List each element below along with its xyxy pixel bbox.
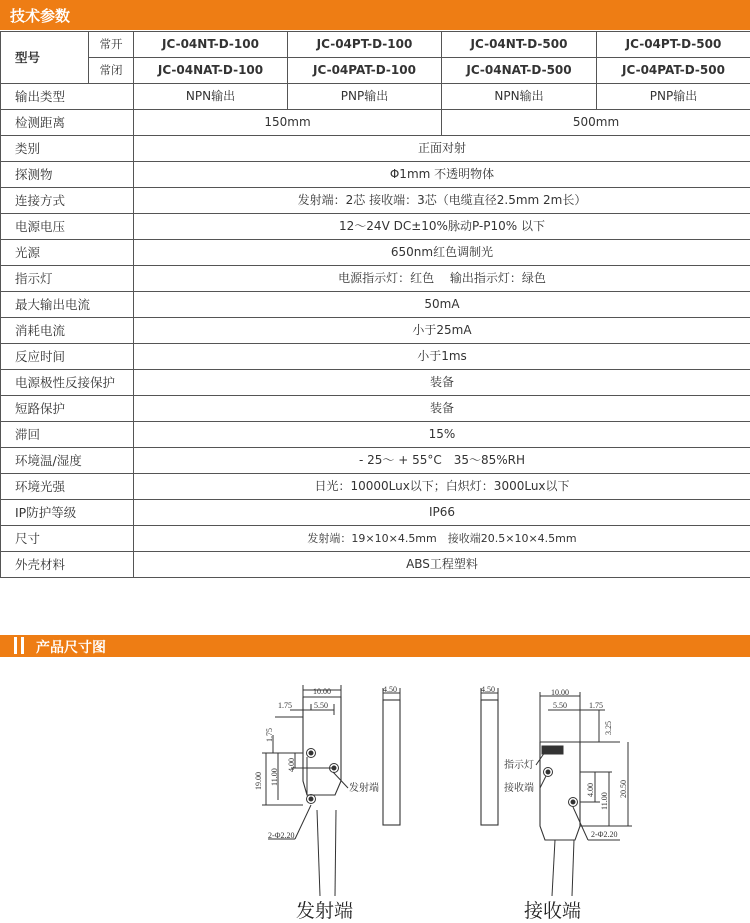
receiver-front-view [536, 692, 632, 896]
model-cell: JC-04NAT-D-500 [442, 58, 597, 84]
spec-label: 指示灯 [1, 266, 134, 292]
spec-row [1, 136, 750, 162]
spec-row [1, 448, 750, 474]
spec-value: 正面对射 [134, 136, 750, 162]
spec-value: 500mm [442, 110, 750, 136]
spec-value: 150mm [134, 110, 442, 136]
spec-row [1, 526, 750, 552]
indicator-pointer-label: 指示灯 [504, 758, 534, 771]
emitter-front-view [262, 685, 349, 896]
dim-label: 10.00 [313, 687, 331, 696]
dim-label: 10.00 [551, 688, 569, 697]
spec-value: PNP输出 [597, 84, 750, 110]
spec-value: 装备 [134, 396, 750, 422]
spec-row [1, 188, 750, 214]
model-row-no [1, 32, 750, 58]
dim-label: 11.00 [600, 792, 609, 810]
spec-value: 发射端：2芯 接收端：3芯（电缆直径2.5mm 2m长） [134, 188, 750, 214]
dimension-section-title: 产品尺寸图 [36, 637, 106, 657]
dim-label: 19.00 [254, 772, 263, 790]
model-cell: JC-04PT-D-500 [597, 32, 750, 58]
dim-label: 2-Φ2.20 [268, 831, 295, 840]
spec-row [1, 500, 750, 526]
dimension-drawing [0, 660, 750, 896]
spec-label: 类别 [1, 136, 134, 162]
spec-value: 日光：10000Lux以下；白炽灯：3000Lux以下 [134, 474, 750, 500]
spec-row-distance [1, 110, 750, 136]
nc-label: 常闭 [89, 58, 134, 84]
spec-label: 环境温/湿度 [1, 448, 134, 474]
spec-label: IP防护等级 [1, 500, 134, 526]
dim-label: 5.50 [553, 701, 567, 710]
spec-label: 短路保护 [1, 396, 134, 422]
header-stripe [14, 637, 17, 654]
no-label: 常开 [89, 32, 134, 58]
spec-label: 输出类型 [1, 84, 134, 110]
spec-label: 光源 [1, 240, 134, 266]
model-cell: JC-04PT-D-100 [288, 32, 442, 58]
receiver-pointer-label: 接收端 [504, 781, 534, 794]
spec-value: Φ1mm 不透明物体 [134, 162, 750, 188]
dim-label: 2-Φ2.20 [591, 830, 618, 839]
spec-row [1, 370, 750, 396]
spec-label: 尺寸 [1, 526, 134, 552]
dim-label: 4.00 [586, 783, 595, 797]
model-cell: JC-04PAT-D-100 [288, 58, 442, 84]
emitter-caption: 发射端 [296, 896, 353, 923]
dim-label: 4.50 [383, 685, 397, 694]
spec-label: 滞回 [1, 422, 134, 448]
dim-label: 11.00 [270, 768, 279, 786]
spec-row [1, 344, 750, 370]
spec-section-header [0, 0, 750, 30]
spec-row [1, 396, 750, 422]
header-stripe [21, 637, 24, 654]
spec-value: 650nm红色调制光 [134, 240, 750, 266]
header-bar [0, 635, 750, 656]
spec-row-output [1, 84, 750, 110]
spec-value: - 25～ + 55°C 35～85%RH [134, 448, 750, 474]
spec-label: 反应时间 [1, 344, 134, 370]
model-cell: JC-04NAT-D-100 [134, 58, 288, 84]
spec-label: 连接方式 [1, 188, 134, 214]
dim-label: 1.75 [278, 701, 292, 710]
spec-row [1, 552, 750, 578]
spec-label: 外壳材料 [1, 552, 134, 578]
model-cell: JC-04PAT-D-500 [597, 58, 750, 84]
dim-label: 4.00 [287, 758, 296, 772]
spec-value: 12～24V DC±10%脉动P-P10% 以下 [134, 214, 750, 240]
spec-value: 小于1ms [134, 344, 750, 370]
spec-value: NPN输出 [442, 84, 597, 110]
receiver-side-view [481, 688, 498, 825]
spec-value: 15% [134, 422, 750, 448]
dim-label: 20.50 [619, 780, 628, 798]
model-cell: JC-04NT-D-100 [134, 32, 288, 58]
spec-row [1, 240, 750, 266]
spec-label: 检测距离 [1, 110, 134, 136]
spec-label: 消耗电流 [1, 318, 134, 344]
model-row-nc [1, 58, 750, 84]
emitter-dim-labels [254, 687, 379, 840]
model-cell: JC-04NT-D-500 [442, 32, 597, 58]
spec-label: 电源极性反接保护 [1, 370, 134, 396]
spec-value: 小于25mA [134, 318, 750, 344]
spec-row [1, 214, 750, 240]
spec-row [1, 318, 750, 344]
receiver-caption: 接收端 [524, 896, 581, 923]
dim-label: 5.50 [314, 701, 328, 710]
spec-label: 探测物 [1, 162, 134, 188]
dim-label: 1.75 [265, 728, 274, 742]
dim-label: 4.50 [481, 685, 495, 694]
header-underline [0, 655, 750, 657]
spec-section-title: 技术参数 [10, 5, 70, 26]
dim-label: 1.75 [589, 701, 603, 710]
spec-value: 电源指示灯：红色 输出指示灯：绿色 [134, 266, 750, 292]
spec-value: 50mA [134, 292, 750, 318]
dim-label: 3.25 [604, 721, 613, 735]
spec-label: 环境光强 [1, 474, 134, 500]
spec-value: PNP输出 [288, 84, 442, 110]
spec-row [1, 162, 750, 188]
dimension-section-header [0, 635, 750, 658]
spec-label: 最大输出电流 [1, 292, 134, 318]
emitter-pointer-label: 发射端 [349, 781, 379, 794]
spec-row [1, 422, 750, 448]
spec-label: 电源电压 [1, 214, 134, 240]
emitter-side-view [383, 688, 400, 825]
spec-value: 发射端：19×10×4.5mm 接收端20.5×10×4.5mm [134, 526, 750, 552]
spec-table [0, 31, 750, 578]
spec-value: 装备 [134, 370, 750, 396]
spec-row [1, 266, 750, 292]
spec-value: NPN输出 [134, 84, 288, 110]
spec-value: IP66 [134, 500, 750, 526]
spec-row [1, 474, 750, 500]
spec-value: ABS工程塑料 [134, 552, 750, 578]
spec-row [1, 292, 750, 318]
model-label: 型号 [1, 32, 89, 84]
